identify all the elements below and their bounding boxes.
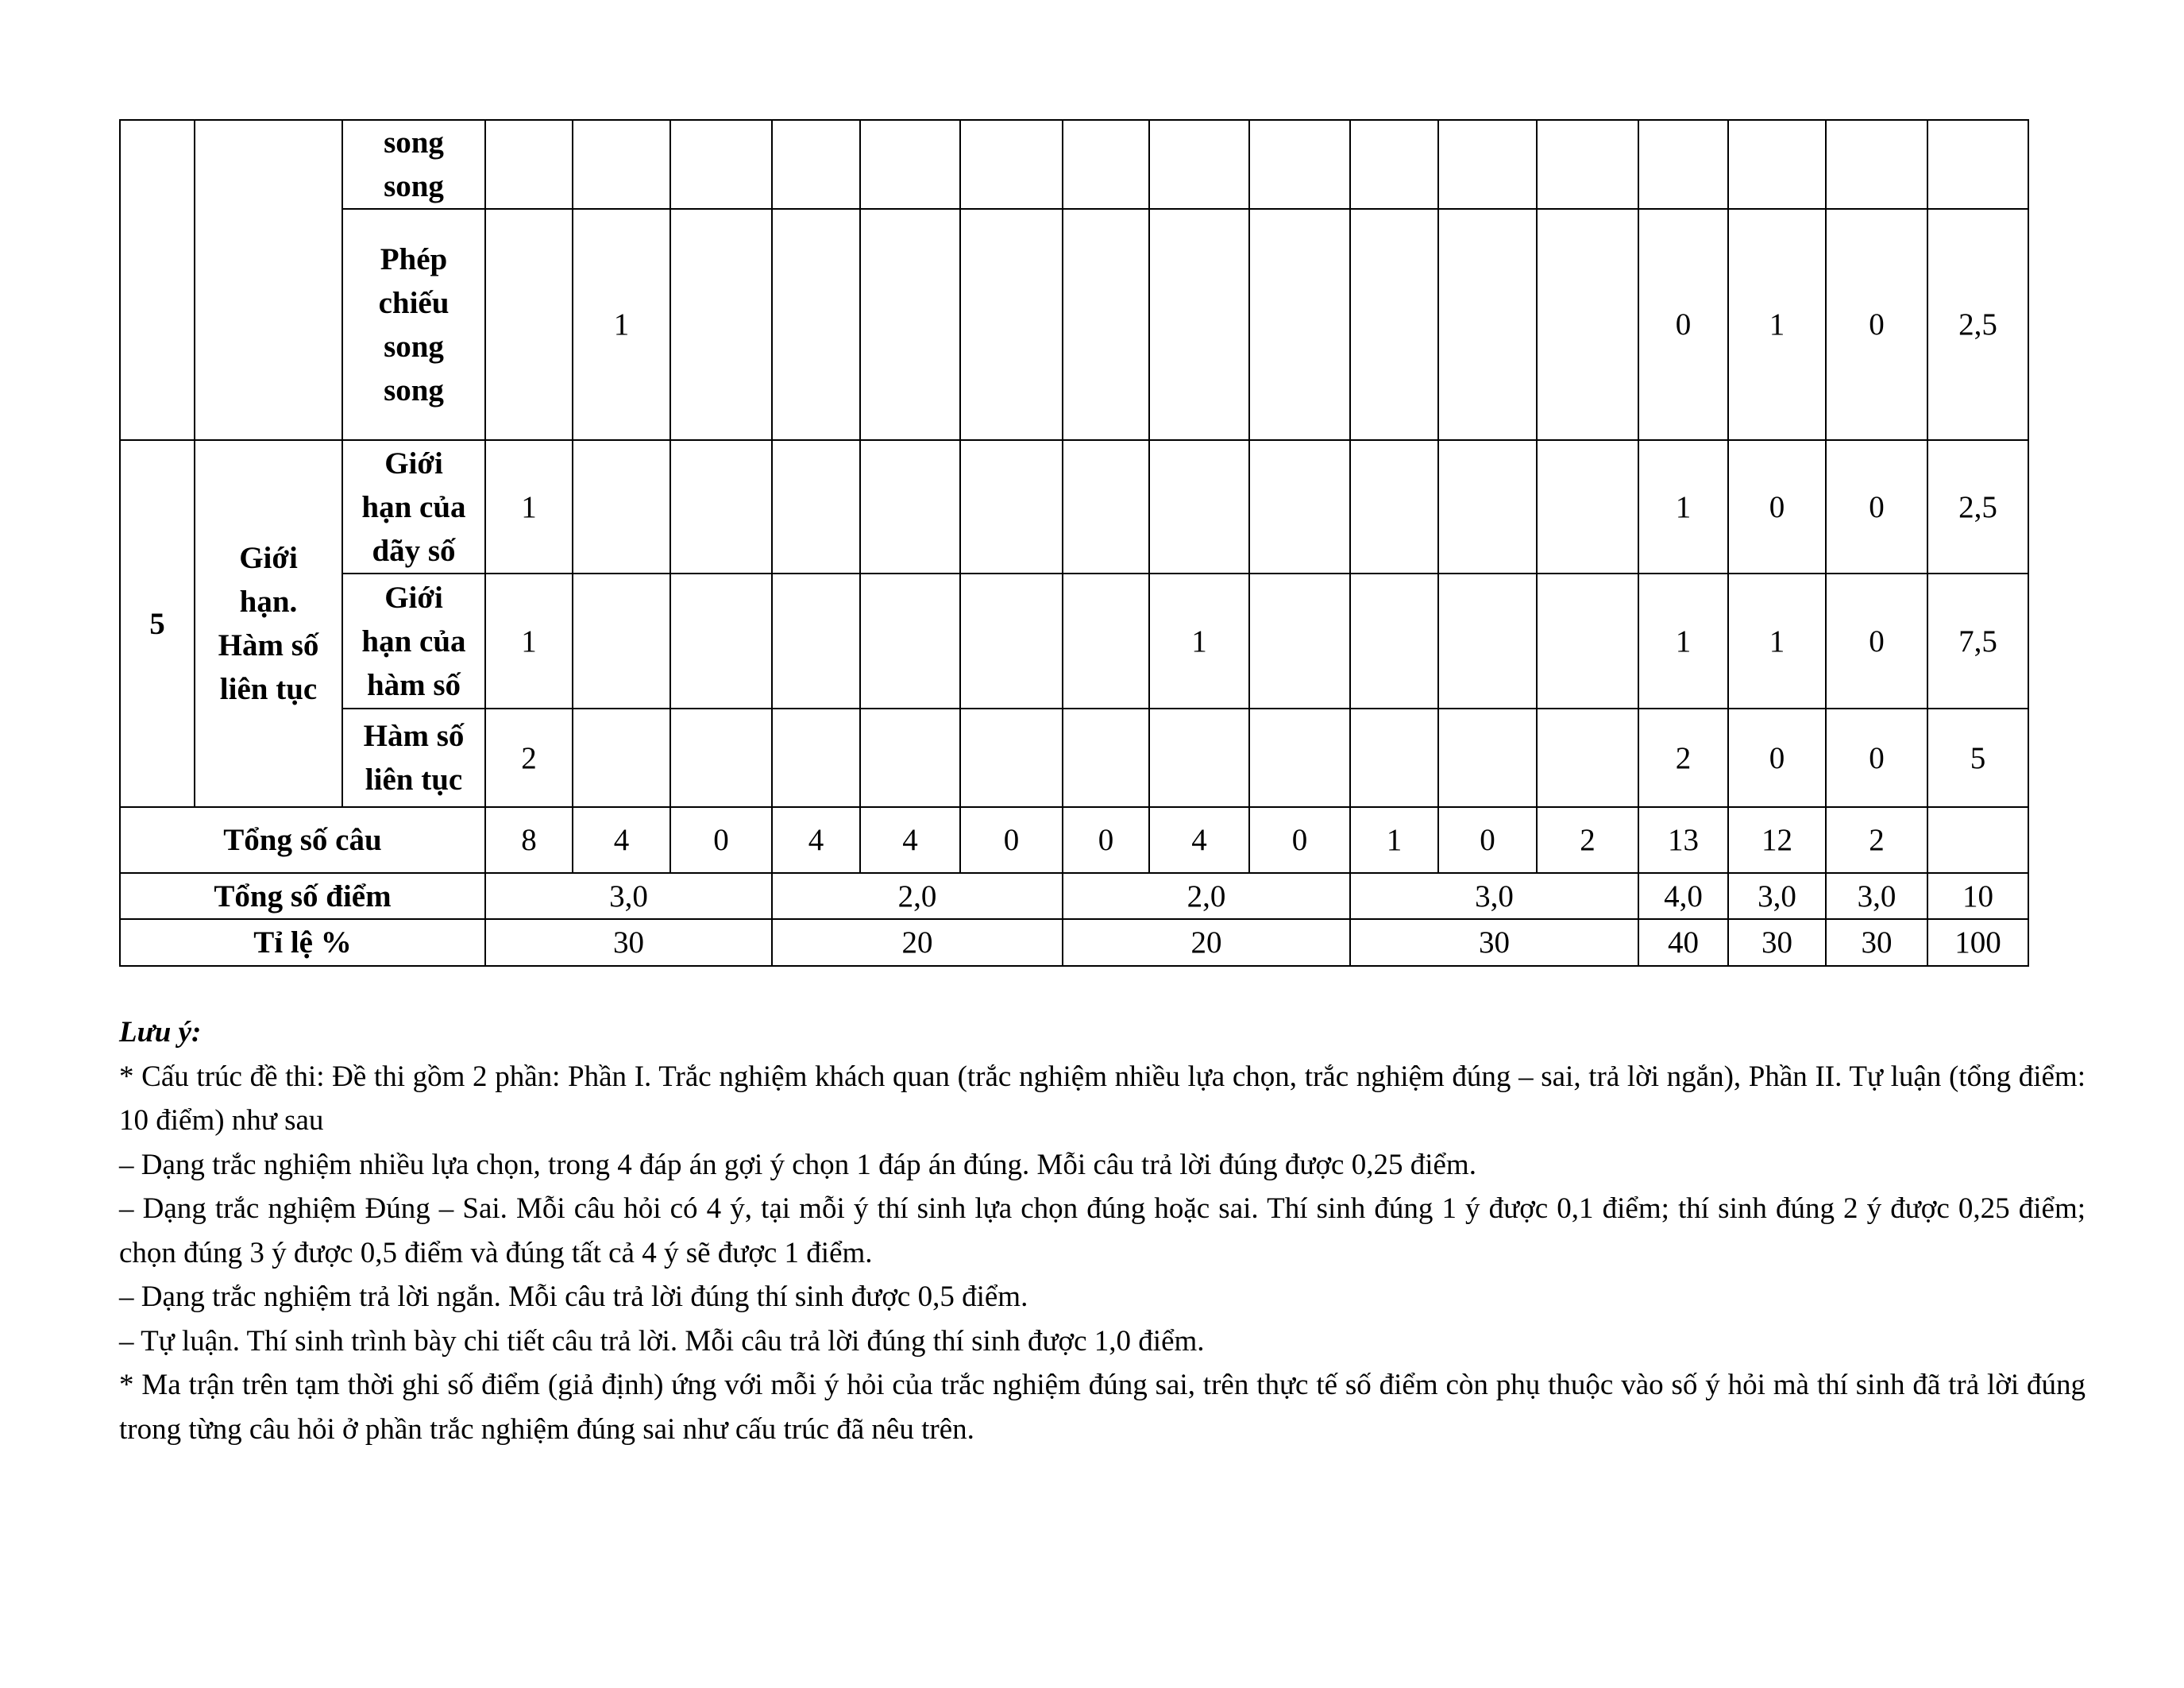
table-cell: 0: [1826, 709, 1927, 807]
table-cell: 1: [1350, 807, 1438, 873]
table-cell: [860, 709, 960, 807]
table-cell: [1249, 120, 1350, 209]
table-cell: 0: [1438, 807, 1537, 873]
row-header-cell: Giới hạn của hàm số: [342, 574, 485, 709]
table-cell: [1350, 209, 1438, 440]
note-paragraph: * Ma trận trên tạm thời ghi số điểm (giả định) ứng với mỗi ý hỏi của trắc nghiệm đúng sai, trên thực tế số điểm còn phụ thuộc vào số ý hỏi mà thí sinh đã trả lời đúng trong từng câu hỏi ở phần trắc nghiệm đúng sai như cấu trúc đã nêu trên.: [119, 1369, 2086, 1446]
table-cell: [772, 120, 860, 209]
table-cell: [1728, 120, 1826, 209]
table-cell: [772, 209, 860, 440]
table-cell: 0: [1826, 209, 1927, 440]
table-cell: [860, 209, 960, 440]
table-cell: [1249, 440, 1350, 574]
table-cell: [1438, 120, 1537, 209]
table-row: [120, 709, 2028, 807]
table-cell: 13: [1638, 807, 1728, 873]
note-paragraph: – Dạng trắc nghiệm nhiều lựa chọn, trong 4 đáp án gợi ý chọn 1 đáp án đúng. Mỗi câu trả lời đúng được 0,25 điểm.: [119, 1148, 1476, 1181]
table-cell: 0: [960, 807, 1063, 873]
table-cell: [573, 440, 670, 574]
table-cell: [960, 709, 1063, 807]
row-header-cell: Tỉ lệ %: [120, 919, 485, 966]
table-cell: [1927, 807, 2028, 873]
table-cell: [485, 120, 573, 209]
table-cell: 100: [1927, 919, 2028, 966]
table-cell: [1149, 440, 1249, 574]
note-paragraph: – Dạng trắc nghiệm trả lời ngắn. Mỗi câu trả lời đúng thí sinh được 0,5 điểm.: [119, 1280, 1028, 1313]
row-header-cell: song song: [342, 120, 485, 209]
table-cell: [1350, 440, 1438, 574]
row-header-cell: Giới hạn của dãy số: [342, 440, 485, 574]
table-cell: 30: [1826, 919, 1927, 966]
table-cell: 2: [1537, 807, 1638, 873]
table-cell: 2: [1638, 709, 1728, 807]
table-cell: 2: [485, 709, 573, 807]
table-cell: [960, 574, 1063, 709]
table-body: [120, 120, 2028, 966]
table-cell: 2,5: [1927, 440, 2028, 574]
table-cell: 4,0: [1638, 873, 1728, 919]
notes-section: [119, 1010, 2086, 1451]
table-cell: 40: [1638, 919, 1728, 966]
exam-matrix-table: [119, 119, 2029, 967]
table-cell: 20: [1063, 919, 1350, 966]
table-cell: [1149, 120, 1249, 209]
table-cell: [1537, 709, 1638, 807]
table-cell: 1: [1728, 209, 1826, 440]
table-cell: 10: [1927, 873, 2028, 919]
table-cell: [1350, 709, 1438, 807]
table-cell: 1: [485, 440, 573, 574]
row-header-cell: Hàm số liên tục: [342, 709, 485, 807]
table-cell: 5: [1927, 709, 2028, 807]
percentage-row: [120, 919, 2028, 966]
table-cell: 1: [573, 209, 670, 440]
table-cell: [670, 574, 772, 709]
table-cell: 1: [1149, 574, 1249, 709]
table-cell: [573, 574, 670, 709]
table-cell: [1537, 440, 1638, 574]
table-cell: [772, 440, 860, 574]
table-row-continued: [120, 120, 2028, 209]
table-cell: [1438, 440, 1537, 574]
table-cell: 4: [772, 807, 860, 873]
table-cell: [1149, 209, 1249, 440]
table-cell: [1249, 709, 1350, 807]
table-cell: 0: [1826, 574, 1927, 709]
table-cell: [195, 120, 342, 440]
table-cell: [960, 440, 1063, 574]
table-cell: [860, 574, 960, 709]
table-cell: 7,5: [1927, 574, 2028, 709]
table-cell: 2,0: [1063, 873, 1350, 919]
table-cell: 30: [1350, 919, 1638, 966]
table-cell: 0: [670, 807, 772, 873]
table-cell: 3,0: [1350, 873, 1638, 919]
table-cell: 3,0: [1826, 873, 1927, 919]
table-cell: 1: [485, 574, 573, 709]
row-header-cell: Tổng số câu: [120, 807, 485, 873]
table-row: [120, 209, 2028, 440]
table-cell: [670, 709, 772, 807]
note-paragraph: – Dạng trắc nghiệm Đúng – Sai. Mỗi câu hỏi có 4 ý, tại mỗi ý thí sinh lựa chọn đúng hoặc sai. Thí sinh đúng 1 ý được 0,1 điểm; thí sinh đúng 2 ý được 0,25 điểm; chọn đúng 3 ý được 0,5 điểm và đúng tất cả 4 ý sẽ được 1 điểm.: [119, 1192, 2086, 1269]
table-cell: [1537, 209, 1638, 440]
table-cell: 3,0: [485, 873, 772, 919]
table-cell: 30: [485, 919, 772, 966]
row-header-cell: 5: [120, 440, 195, 807]
table-cell: 0: [1638, 209, 1728, 440]
table-cell: 1: [1638, 440, 1728, 574]
table-cell: 3,0: [1728, 873, 1826, 919]
table-cell: [670, 209, 772, 440]
note-paragraph: – Tự luận. Thí sinh trình bày chi tiết câu trả lời. Mỗi câu trả lời đúng thí sinh được 1,0 điểm.: [119, 1324, 1205, 1358]
table-cell: [1438, 574, 1537, 709]
table-cell: [1063, 209, 1149, 440]
table-cell: 4: [573, 807, 670, 873]
table-cell: [485, 209, 573, 440]
total-questions-row: [120, 807, 2028, 873]
table-cell: [670, 120, 772, 209]
table-cell: 0: [1826, 440, 1927, 574]
table-cell: [1927, 120, 2028, 209]
table-cell: [120, 120, 195, 440]
table-cell: 30: [1728, 919, 1826, 966]
table-cell: 0: [1249, 807, 1350, 873]
table-cell: 8: [485, 807, 573, 873]
table-cell: [960, 209, 1063, 440]
table-cell: 20: [772, 919, 1063, 966]
table-cell: 2: [1826, 807, 1927, 873]
row-header-cell: Phép chiếu song song: [342, 209, 485, 440]
table-cell: 0: [1063, 807, 1149, 873]
table-row: [120, 440, 2028, 574]
table-cell: 4: [1149, 807, 1249, 873]
table-cell: [573, 120, 670, 209]
row-header-cell: Giới hạn. Hàm số liên tục: [195, 440, 342, 807]
table-cell: [1063, 440, 1149, 574]
table-cell: 4: [860, 807, 960, 873]
table-cell: 1: [1728, 574, 1826, 709]
table-cell: 0: [1728, 709, 1826, 807]
table-cell: 0: [1728, 440, 1826, 574]
table-cell: [1826, 120, 1927, 209]
table-cell: [1537, 574, 1638, 709]
table-cell: [670, 440, 772, 574]
table-cell: [860, 120, 960, 209]
table-cell: [1438, 709, 1537, 807]
table-cell: 12: [1728, 807, 1826, 873]
table-cell: [860, 440, 960, 574]
table-cell: [1537, 120, 1638, 209]
row-header-cell: Tổng số điểm: [120, 873, 485, 919]
table-cell: [960, 120, 1063, 209]
table-cell: [1063, 120, 1149, 209]
table-cell: [573, 709, 670, 807]
table-cell: [772, 574, 860, 709]
table-cell: [1063, 574, 1149, 709]
table-cell: 2,5: [1927, 209, 2028, 440]
notes-title: Lưu ý:: [119, 1016, 202, 1049]
table-cell: 1: [1638, 574, 1728, 709]
table-cell: [1249, 574, 1350, 709]
table-cell: [1149, 709, 1249, 807]
total-points-row: [120, 873, 2028, 919]
table-cell: [1063, 709, 1149, 807]
table-cell: [1350, 574, 1438, 709]
table-row: [120, 574, 2028, 709]
table-cell: [1350, 120, 1438, 209]
note-paragraph: * Cấu trúc đề thi: Đề thi gồm 2 phần: Phần I. Trắc nghiệm khách quan (trắc nghiệm nhiều lựa chọn, trắc nghiệm đúng – sai, trả lời ngắn), Phần II. Tự luận (tổng điểm: 10 điểm) như sau: [119, 1060, 2086, 1137]
table-cell: [1438, 209, 1537, 440]
table-cell: [1638, 120, 1728, 209]
table-cell: 2,0: [772, 873, 1063, 919]
table-cell: [1249, 209, 1350, 440]
table-cell: [772, 709, 860, 807]
